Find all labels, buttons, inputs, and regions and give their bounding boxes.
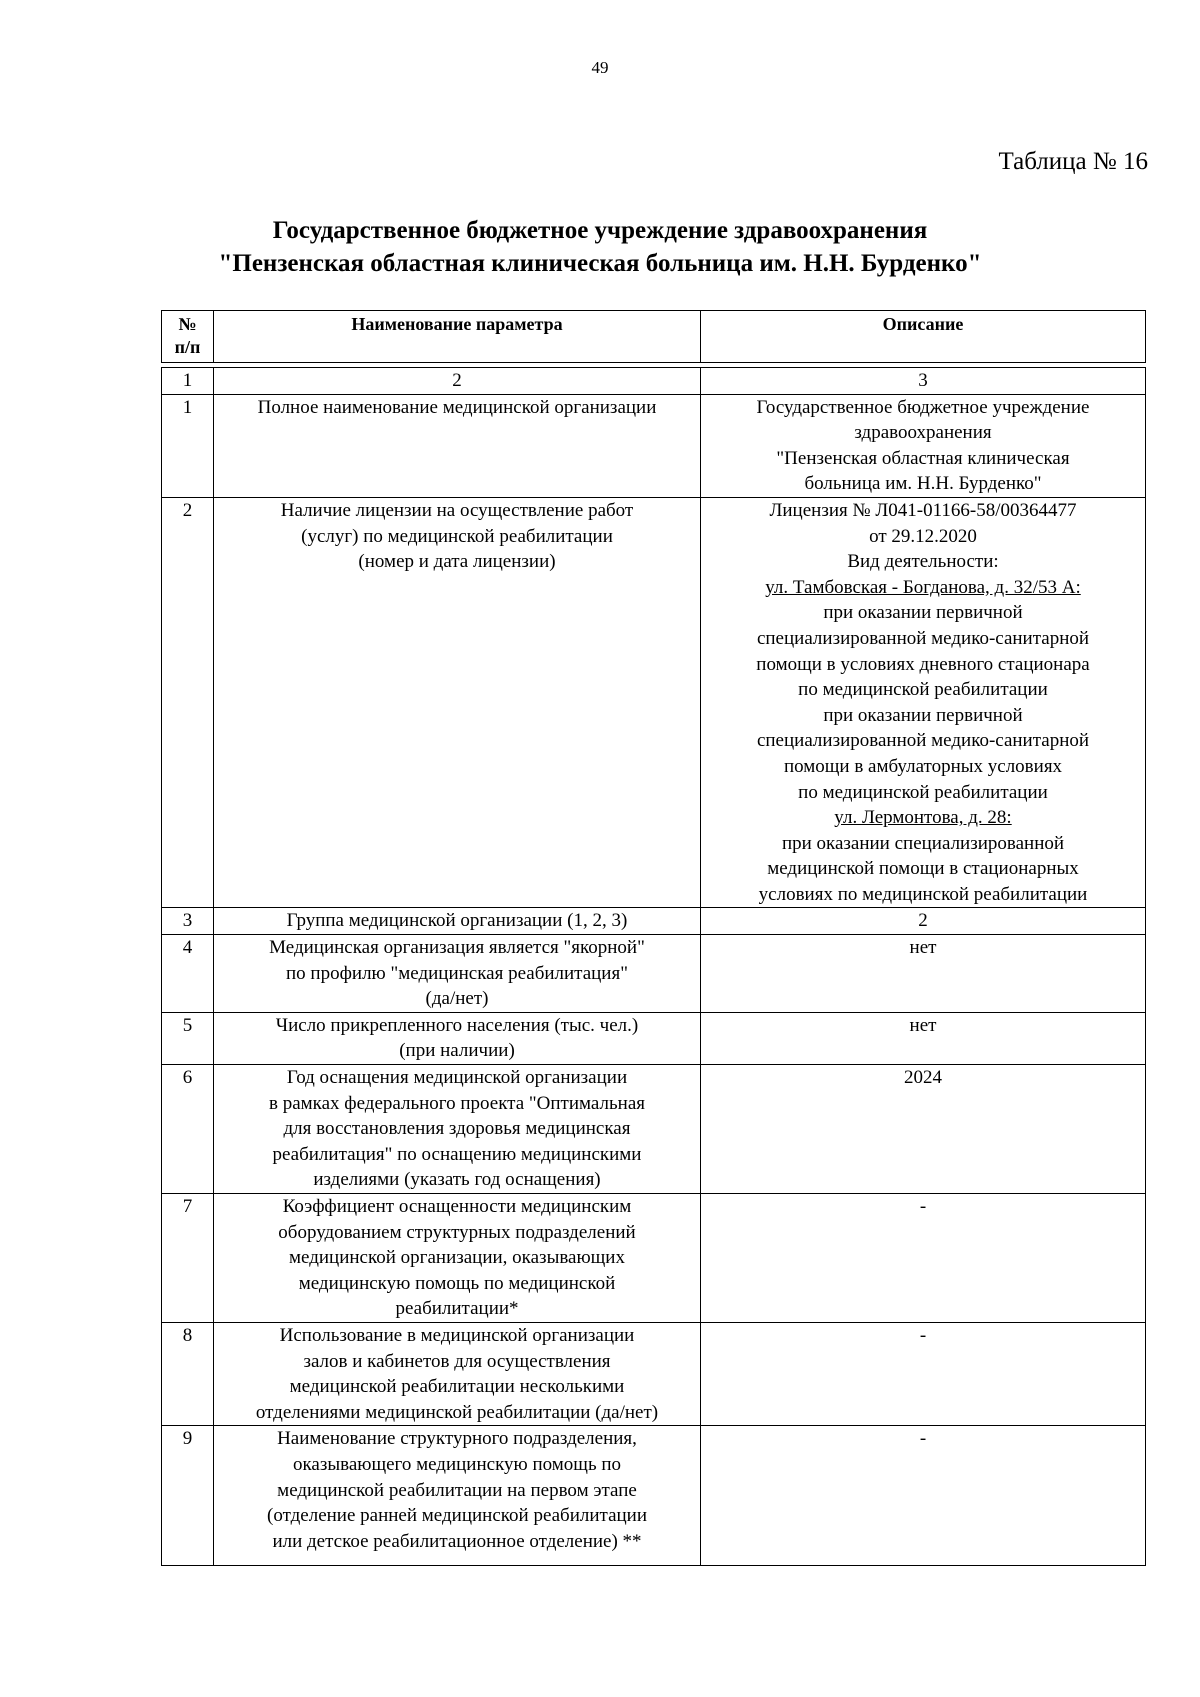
table-row: [162, 1194, 1146, 1323]
parameter-line: оборудованием структурных подразделений: [278, 1221, 636, 1243]
description-line: помощи в амбулаторных условиях: [783, 755, 1063, 777]
description-line: Вид деятельности:: [847, 551, 999, 573]
description-line: ул. Лермонтова, д. 28:: [834, 807, 1012, 829]
row-description: [701, 497, 1146, 908]
description-line: при оказании первичной: [823, 704, 1023, 726]
parameter-line: медицинской организации, оказывающих: [289, 1247, 625, 1269]
table-row: [162, 908, 1146, 935]
row-number: 9: [162, 1426, 214, 1566]
parameter-line: Группа медицинской организации (1, 2, 3): [286, 910, 628, 932]
parameter-line: медицинскую помощь по медицинской: [298, 1272, 616, 1294]
row-number: 7: [162, 1194, 214, 1323]
row-parameter: [214, 1194, 701, 1323]
parameters-table: [161, 367, 1146, 1566]
parameter-line: отделениями медицинской реабилитации (да/нет): [255, 1401, 659, 1423]
parameter-line: Число прикрепленного населения (тыс. чел.): [275, 1014, 639, 1036]
document-title: [0, 214, 1200, 280]
row-number: 8: [162, 1322, 214, 1425]
description-line: -: [919, 1428, 927, 1450]
parameter-line: Использование в медицинской организации: [279, 1324, 635, 1346]
parameter-line: оказывающего медицинскую помощь по: [292, 1453, 622, 1475]
parameter-line: (да/нет): [425, 988, 489, 1010]
description-line: больница им. Н.Н. Бурденко": [804, 473, 1042, 495]
header-num-line-1: №: [178, 314, 197, 334]
row-parameter: [214, 935, 701, 1013]
row-parameter: [214, 497, 701, 908]
header-desc: Описание: [701, 311, 1146, 363]
table-row: [162, 1426, 1146, 1566]
row-description: [701, 1322, 1146, 1425]
parameter-line: Год оснащения медицинской организации: [286, 1067, 628, 1089]
description-line: специализированной медико-санитарной: [756, 730, 1090, 752]
table-row: [162, 1065, 1146, 1194]
header-num-line-2: п/п: [174, 337, 201, 357]
description-line: условиях по медицинской реабилитации: [758, 883, 1088, 905]
row-number: 6: [162, 1065, 214, 1194]
table-row: [162, 1322, 1146, 1425]
row-description: [701, 908, 1146, 935]
description-line: нет: [909, 937, 937, 959]
index-row: [162, 368, 1146, 395]
row-description: [701, 935, 1146, 1013]
description-line: по медицинской реабилитации: [798, 781, 1048, 803]
parameter-line: реабилитации*: [395, 1298, 519, 1320]
parameter-line: медицинской реабилитации несколькими: [289, 1376, 625, 1398]
parameter-line: (при наличии): [399, 1040, 515, 1062]
row-number: 2: [162, 497, 214, 908]
parameter-line: Наличие лицензии на осуществление работ: [280, 499, 634, 521]
parameter-line: в рамках федерального проекта "Оптимальная: [268, 1092, 645, 1114]
description-line: -: [919, 1196, 927, 1217]
parameter-line: медицинской реабилитации на первом этапе: [277, 1479, 637, 1501]
row-description: [701, 394, 1146, 497]
row-parameter: [214, 1426, 701, 1566]
title-line-2: "Пензенская областная клиническая больница им. Н.Н. Бурденко": [218, 250, 982, 277]
header-param: Наименование параметра: [214, 311, 701, 363]
description-line: при оказании первичной: [823, 602, 1023, 624]
row-description: [701, 1065, 1146, 1194]
description-line: 2024: [904, 1067, 942, 1089]
page-number: 49: [591, 58, 609, 77]
parameter-line: по профилю "медицинская реабилитация": [286, 962, 628, 984]
index-cell-2: 2: [214, 368, 701, 395]
parameter-line: Полное наименование медицинской организации: [257, 396, 657, 418]
description-line: Лицензия № Л041-01166-58/00364477: [769, 499, 1077, 521]
header-table: [161, 310, 1146, 363]
table-row: [162, 935, 1146, 1013]
row-parameter: [214, 1065, 701, 1194]
description-line: -: [919, 1324, 927, 1346]
parameter-line: изделиями (указать год оснащения): [313, 1169, 601, 1191]
parameter-line: для восстановления здоровья медицинская: [283, 1118, 631, 1140]
description-line: помощи в условиях дневного стационара: [756, 653, 1090, 675]
parameter-line: (услуг) по медицинской реабилитации: [301, 525, 613, 547]
row-description: [701, 1194, 1146, 1323]
row-number: 3: [162, 908, 214, 935]
parameter-line: (отделение ранней медицинской реабилитации: [267, 1505, 647, 1527]
description-line: нет: [909, 1014, 937, 1036]
parameter-line: или детское реабилитационное отделение) **: [272, 1530, 642, 1552]
table-row: [162, 497, 1146, 908]
row-parameter: [214, 908, 701, 935]
title-line-1: Государственное бюджетное учреждение здравоохранения: [272, 217, 928, 244]
row-number: 5: [162, 1012, 214, 1064]
row-parameter: [214, 1322, 701, 1425]
header-row: [162, 311, 1146, 363]
description-line: ул. Тамбовская - Богданова, д. 32/53 А:: [765, 576, 1081, 598]
row-number: 1: [162, 394, 214, 497]
description-line: по медицинской реабилитации: [798, 679, 1048, 701]
parameter-line: (номер и дата лицензии): [358, 551, 556, 573]
parameter-line: Коэффициент оснащенности медицинским: [282, 1196, 632, 1217]
description-line: "Пензенская областная клиническая: [776, 447, 1070, 469]
description-line: 2: [918, 910, 928, 932]
description-line: от 29.12.2020: [869, 525, 977, 547]
description-line: при оказании специализированной: [781, 832, 1065, 854]
row-parameter: [214, 394, 701, 497]
table-row: [162, 394, 1146, 497]
description-line: специализированной медико-санитарной: [756, 627, 1090, 649]
table-row: [162, 1012, 1146, 1064]
parameter-line: Медицинская организация является "якорной": [269, 937, 645, 959]
header-num: [162, 311, 214, 363]
description-line: здравоохранения: [854, 422, 992, 444]
description-line: медицинской помощи в стационарных: [767, 858, 1079, 880]
description-line: Государственное бюджетное учреждение: [756, 396, 1090, 418]
parameter-line: Наименование структурного подразделения,: [277, 1428, 637, 1450]
row-parameter: [214, 1012, 701, 1064]
row-description: [701, 1426, 1146, 1566]
index-cell-1: 1: [162, 368, 214, 395]
index-cell-3: 3: [701, 368, 1146, 395]
table-caption: Таблица № 16: [998, 148, 1148, 175]
row-description: [701, 1012, 1146, 1064]
parameter-line: залов и кабинетов для осуществления: [303, 1350, 611, 1372]
row-number: 4: [162, 935, 214, 1013]
parameter-line: реабилитация" по оснащению медицинскими: [272, 1143, 642, 1165]
